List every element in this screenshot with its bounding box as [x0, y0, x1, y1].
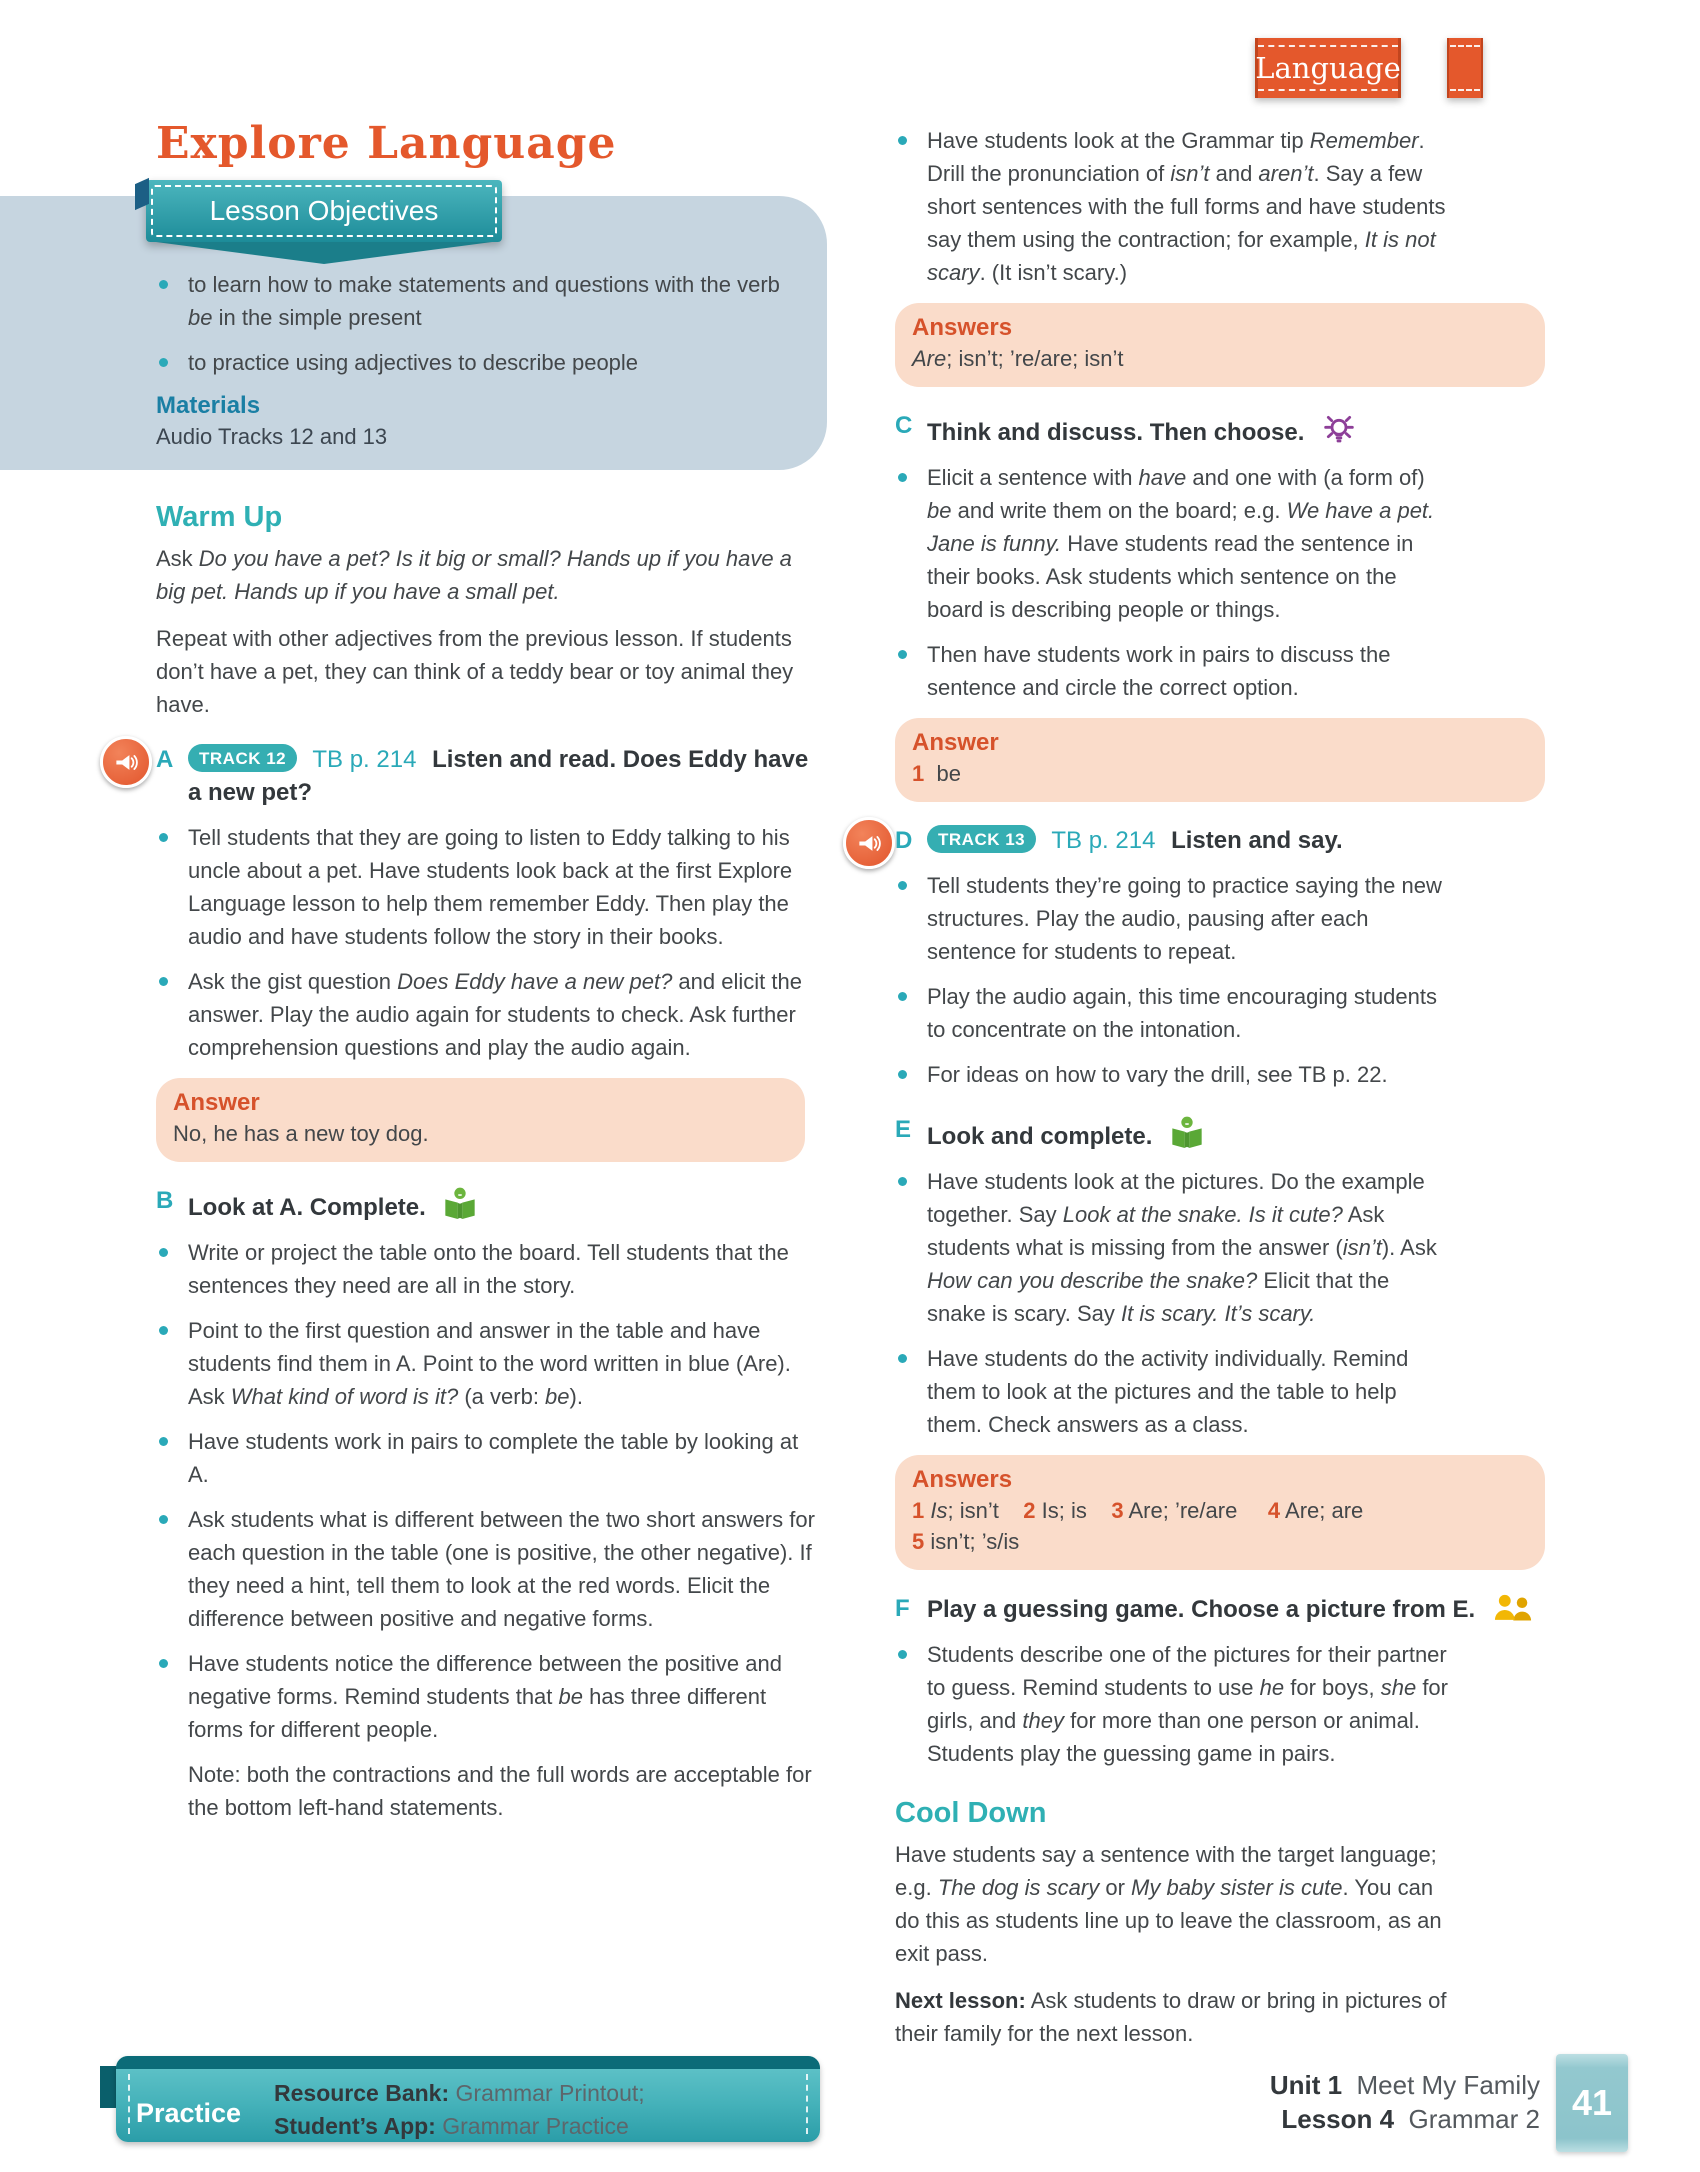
answer-box [895, 718, 1545, 802]
objective-item: to learn how to make statements and questions with the verb be in the simple present [156, 268, 805, 334]
bullet-item: Write or project the table onto the board. Tell students that the sentences they need are all in the story. [156, 1236, 816, 1302]
answers-heading: Answers [912, 314, 1013, 341]
tb-page-ref: TB p. 214 [312, 746, 417, 773]
answers-box [895, 1455, 1545, 1570]
section-c-header [895, 409, 1545, 449]
section-title: Listen and say. [1171, 827, 1343, 854]
materials-value: Audio Tracks 12 and 13 [156, 424, 388, 449]
tb-page-ref: TB p. 214 [1051, 827, 1156, 854]
section-letter: B [156, 1187, 174, 1214]
bullet-item: Then have students work in pairs to discuss the sentence and circle the correct option. [895, 638, 1545, 704]
page-title: Explore Language [156, 118, 617, 169]
warm-up-paragraph: Ask Do you have a pet? Is it big or small? Hands up if you have a big pet. Hands up if you have a small pet. [156, 546, 792, 604]
answers-text: 1 Is; isn’t 2 Is; is 3 Are; ’re/are 4 Are; are [912, 1498, 1364, 1523]
page-number-tab [1556, 2054, 1628, 2152]
section-letter: A [156, 746, 174, 773]
unit-lesson-info [1100, 2068, 1540, 2136]
practice-label: Practice [136, 2098, 242, 2128]
section-b-header [156, 1184, 816, 1224]
bullet-item: Tell students that they are going to listen to Eddy talking to his uncle about a pet. Have students look back at the first Explore Language lesson to help them remember Eddy. Then play the audio and have students follow the story in their books. [156, 821, 816, 953]
students-app-line: Student’s App: Grammar Practice [274, 2113, 629, 2139]
cool-down-heading: Cool Down [895, 1797, 1047, 1829]
section-b-bullets [156, 1236, 816, 1746]
bullet-item: Have students look at the Grammar tip Remember. Drill the pronunciation of isn’t and aren’t. Say a few short sentences with the full forms and have students say them using the contraction; for example, It is not scary. (It isn’t scary.) [895, 124, 1545, 289]
bullet-item: Have students do the activity individually. Remind them to look at the pictures and the table to help them. Check answers as a class. [895, 1342, 1545, 1441]
section-letter: E [895, 1116, 912, 1143]
practice-resources [274, 2077, 645, 2143]
section-letter: C [895, 412, 913, 439]
answers-text: Are; isn’t; ’re/are; isn’t [912, 346, 1124, 371]
megaphone-icon [100, 736, 152, 788]
lesson-objectives-label: Lesson Objectives [209, 195, 439, 226]
grammar-tip-bullets [895, 124, 1545, 289]
category-tab-language: Language [1255, 38, 1401, 98]
bullet-item: Have students notice the difference between the positive and negative forms. Remind students that be has three different forms for different people. [156, 1647, 816, 1746]
bullet-item: Tell students they’re going to practice saying the new structures. Play the audio, pausing after each sentence for students to repeat. [895, 869, 1545, 968]
banner-stitch [128, 2074, 130, 2134]
next-lesson-paragraph: Next lesson: Ask students to draw or bring in pictures of their family for the next lesson. [895, 1988, 1447, 2046]
megaphone-icon [843, 817, 895, 869]
reading-book-icon [1167, 1113, 1207, 1153]
bullet-item: Students describe one of the pictures for their partner to guess. Remind students to use he for boys, she for girls, and they for more than one person or animal. Students play the guessing game in pairs. [895, 1638, 1545, 1770]
section-e-header [895, 1113, 1545, 1153]
answer-text: 1 be [912, 761, 961, 786]
section-letter: F [895, 1595, 910, 1622]
track-badge: TRACK 13 [927, 825, 1036, 853]
category-tab-stub [1447, 38, 1483, 98]
bullet-item: Have students look at the pictures. Do the example together. Say Look at the snake. Is it cute? Ask students what is missing from the answer (isn’t). Ask How can you describe the snake? Elicit that the snake is scary. Say It is scary. It’s scary. [895, 1165, 1545, 1330]
cool-down-paragraph: Have students say a sentence with the target language; e.g. The dog is scary or My baby sister is cute. You can do this as students line up to leave the classroom, as an exit pass. [895, 1842, 1442, 1966]
left-column [0, 118, 830, 1838]
banner-stitch [806, 2074, 808, 2134]
reading-book-icon [440, 1184, 480, 1224]
answer-heading: Answer [912, 729, 999, 756]
resource-bank-line: Resource Bank: Grammar Printout; [274, 2080, 645, 2106]
warm-up-heading: Warm Up [156, 501, 283, 533]
section-f-header [895, 1592, 1545, 1626]
objective-item: to practice using adjectives to describe people [156, 346, 805, 379]
lesson-line: Lesson 4 Grammar 2 [1281, 2104, 1540, 2134]
section-d-header [895, 824, 1545, 857]
bullet-item: Have students work in pairs to complete the table by looking at A. [156, 1425, 816, 1491]
objectives-list [156, 268, 805, 379]
section-title: Play a guessing game. Choose a picture from E. [927, 1596, 1476, 1623]
section-letter: D [895, 827, 913, 854]
section-a-header [156, 743, 816, 809]
track-badge: TRACK 12 [188, 744, 297, 772]
section-e-bullets [895, 1165, 1545, 1441]
bullet-item: For ideas on how to vary the drill, see TB p. 22. [895, 1058, 1545, 1091]
section-d-bullets [895, 869, 1545, 1091]
answers-heading: Answers [912, 1466, 1013, 1493]
bullet-item: Ask students what is different between the two short answers for each question in the table (one is positive, the other negative). If they need a hint, tell them to look at the red words. Elicit the difference between positive and negative forms. [156, 1503, 816, 1635]
lesson-objectives-banner [146, 180, 502, 242]
answers-box [895, 303, 1545, 387]
section-title: Look at A. Complete. [188, 1194, 426, 1221]
answer-box [156, 1078, 805, 1162]
ribbon-fold [135, 178, 149, 210]
page-number: 41 [1571, 2082, 1613, 2123]
banner-top-strip [116, 2056, 820, 2069]
bullet-item: Elicit a sentence with have and one with (a form of) be and write them on the board; e.g. We have a pet. Jane is funny. Have students read the sentence in their books. Ask students which sentence on the board is describing people or things. [895, 461, 1545, 626]
section-title: Listen and read. Does Eddy have a new pet? [188, 746, 809, 806]
practice-banner [116, 2056, 820, 2142]
section-title: Look and complete. [927, 1123, 1153, 1150]
section-a-bullets [156, 821, 816, 1064]
answer-heading: Answer [173, 1089, 260, 1116]
section-f-bullets [895, 1638, 1545, 1770]
pair-work-icon [1490, 1592, 1536, 1626]
section-title: Think and discuss. Then choose. [927, 419, 1305, 446]
unit-line: Unit 1 Meet My Family [1269, 2070, 1540, 2100]
materials-heading: Materials [156, 392, 261, 419]
bullet-item: Point to the first question and answer in the table and have students find them in A. Point to the word written in blue (Are). Ask What kind of word is it? (a verb: be). [156, 1314, 816, 1413]
answers-text: 5 isn’t; ’s/is [912, 1529, 1020, 1554]
section-c-bullets [895, 461, 1545, 704]
lightbulb-icon [1319, 409, 1359, 449]
right-column [895, 118, 1545, 2064]
warm-up-paragraph: Repeat with other adjectives from the previous lesson. If students don’t have a pet, they can think of a teddy bear or toy animal they have. [156, 626, 794, 717]
bullet-item: Play the audio again, this time encouraging students to concentrate on the intonation. [895, 980, 1545, 1046]
note-paragraph: Note: both the contractions and the full words are acceptable for the bottom left-hand statements. [188, 1762, 812, 1820]
bullet-item: Ask the gist question Does Eddy have a new pet? and elicit the answer. Play the audio again for students to check. Ask further comprehension questions and play the audio again. [156, 965, 816, 1064]
answer-text: No, he has a new toy dog. [173, 1121, 429, 1146]
